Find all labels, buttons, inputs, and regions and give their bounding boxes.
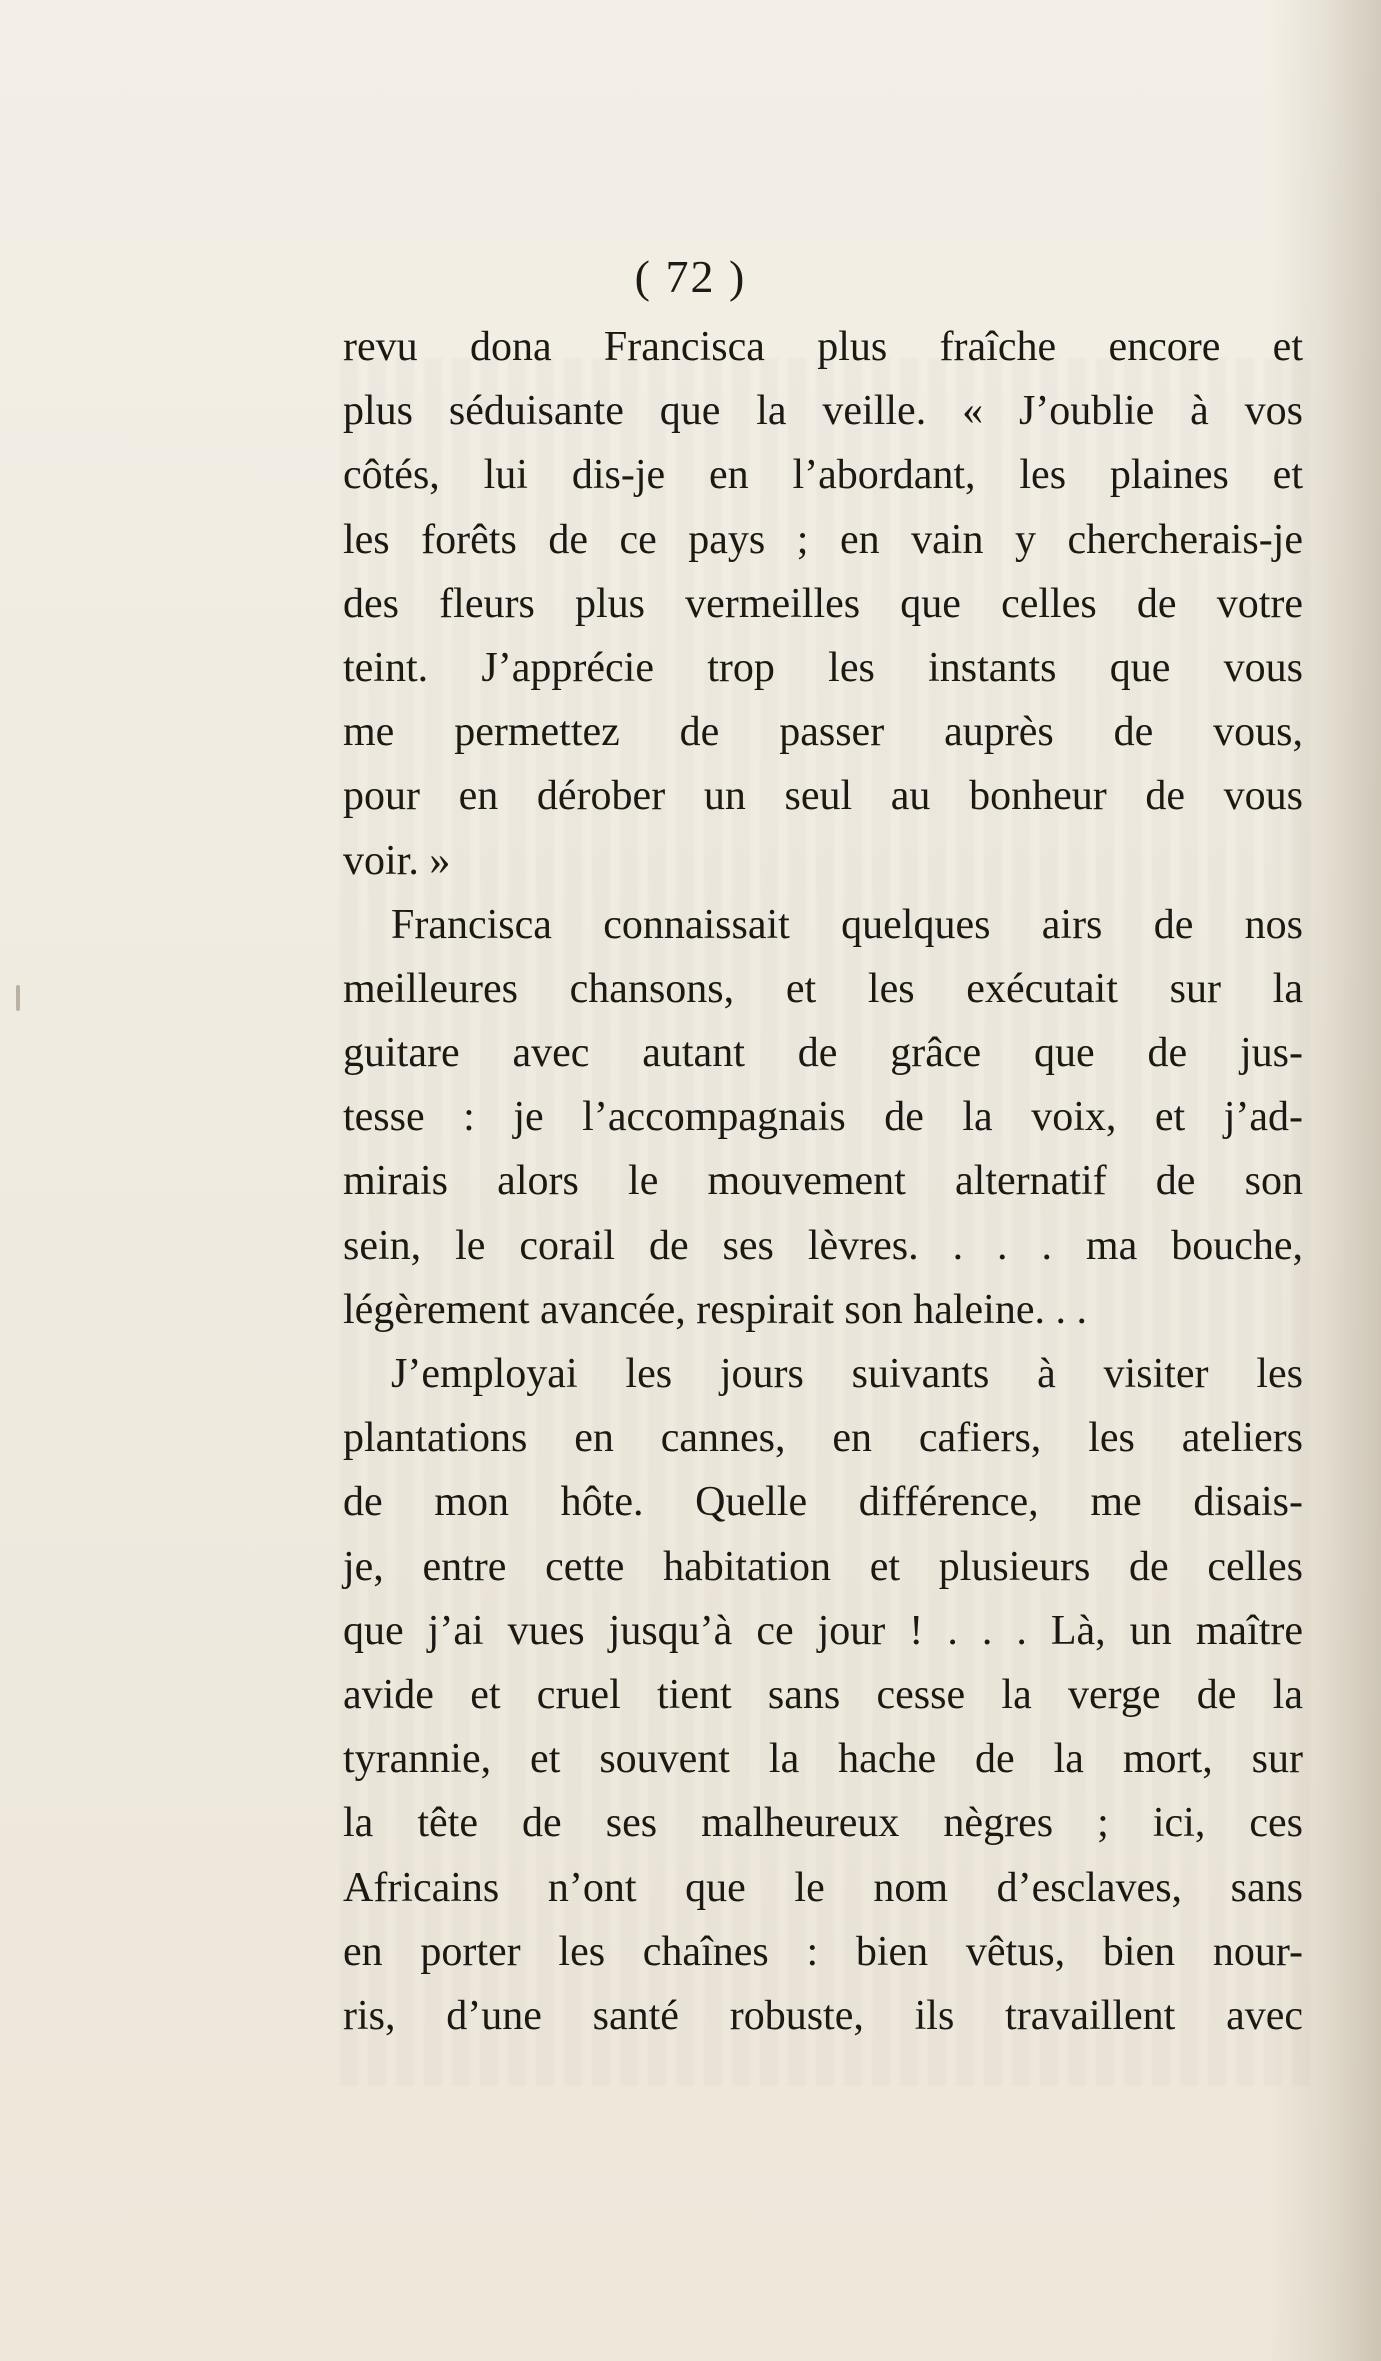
text-line: tesse : je l’accompagnais de la voix, et j’ad- (343, 1094, 1303, 1141)
text-line: je, entre cette habitation et plusieurs de celles (343, 1543, 1303, 1590)
text-line: des fleurs plus vermeilles que celles de votre (343, 580, 1303, 627)
text-line: revu dona Francisca plus fraîche encore et (343, 324, 1303, 370)
text-line: meilleures chansons, et les exécutait sur la (343, 965, 1303, 1012)
text-line: les forêts de ce pays ; en vain y chercherais-je (343, 516, 1303, 563)
text-line: légèrement avancée, respirait son haleine. . . (343, 1286, 1087, 1333)
text-line: pour en dérober un seul au bonheur de vous (343, 773, 1303, 820)
text-line: me permettez de passer auprès de vous, (343, 709, 1303, 756)
text-line: ris, d’une santé robuste, ils travaillent avec (343, 1992, 1303, 2039)
text-line: tyrannie, et souvent la hache de la mort, sur (343, 1736, 1303, 1783)
text-line: Africains n’ont que le nom d’esclaves, sans (343, 1864, 1303, 1911)
page-number: ( 72 ) (634, 251, 747, 302)
text-line: J’employai les jours suivants à visiter les (391, 1351, 1303, 1397)
text-line: sein, le corail de ses lèvres. . . . ma bouche, (343, 1222, 1303, 1269)
text-line: voir. » (343, 837, 451, 884)
text-line: la tête de ses malheureux nègres ; ici, ces (343, 1800, 1303, 1847)
text-line: que j’ai vues jusqu’à ce jour ! . . . Là, un maître (343, 1607, 1303, 1654)
text-line: mirais alors le mouvement alternatif de son (343, 1158, 1303, 1205)
text-line: en porter les chaînes : bien vêtus, bien nour- (343, 1928, 1303, 1975)
text-line: guitare avec autant de grâce que de jus- (343, 1030, 1303, 1077)
text-line: de mon hôte. Quelle différence, me disais- (343, 1479, 1303, 1526)
body-text (343, 315, 1303, 2048)
text-line: avide et cruel tient sans cesse la verge de la (343, 1671, 1303, 1718)
text-line: Francisca connaissait quelques airs de nos (391, 901, 1303, 948)
text-line: teint. J’apprécie trop les instants que vous (343, 644, 1303, 691)
text-line: côtés, lui dis-je en l’abordant, les plaines et (343, 452, 1303, 499)
text-line: plantations en cannes, en cafiers, les ateliers (343, 1415, 1303, 1462)
text-line: plus séduisante que la veille. « J’oublie à vos (343, 388, 1303, 435)
margin-mark (16, 985, 20, 1011)
